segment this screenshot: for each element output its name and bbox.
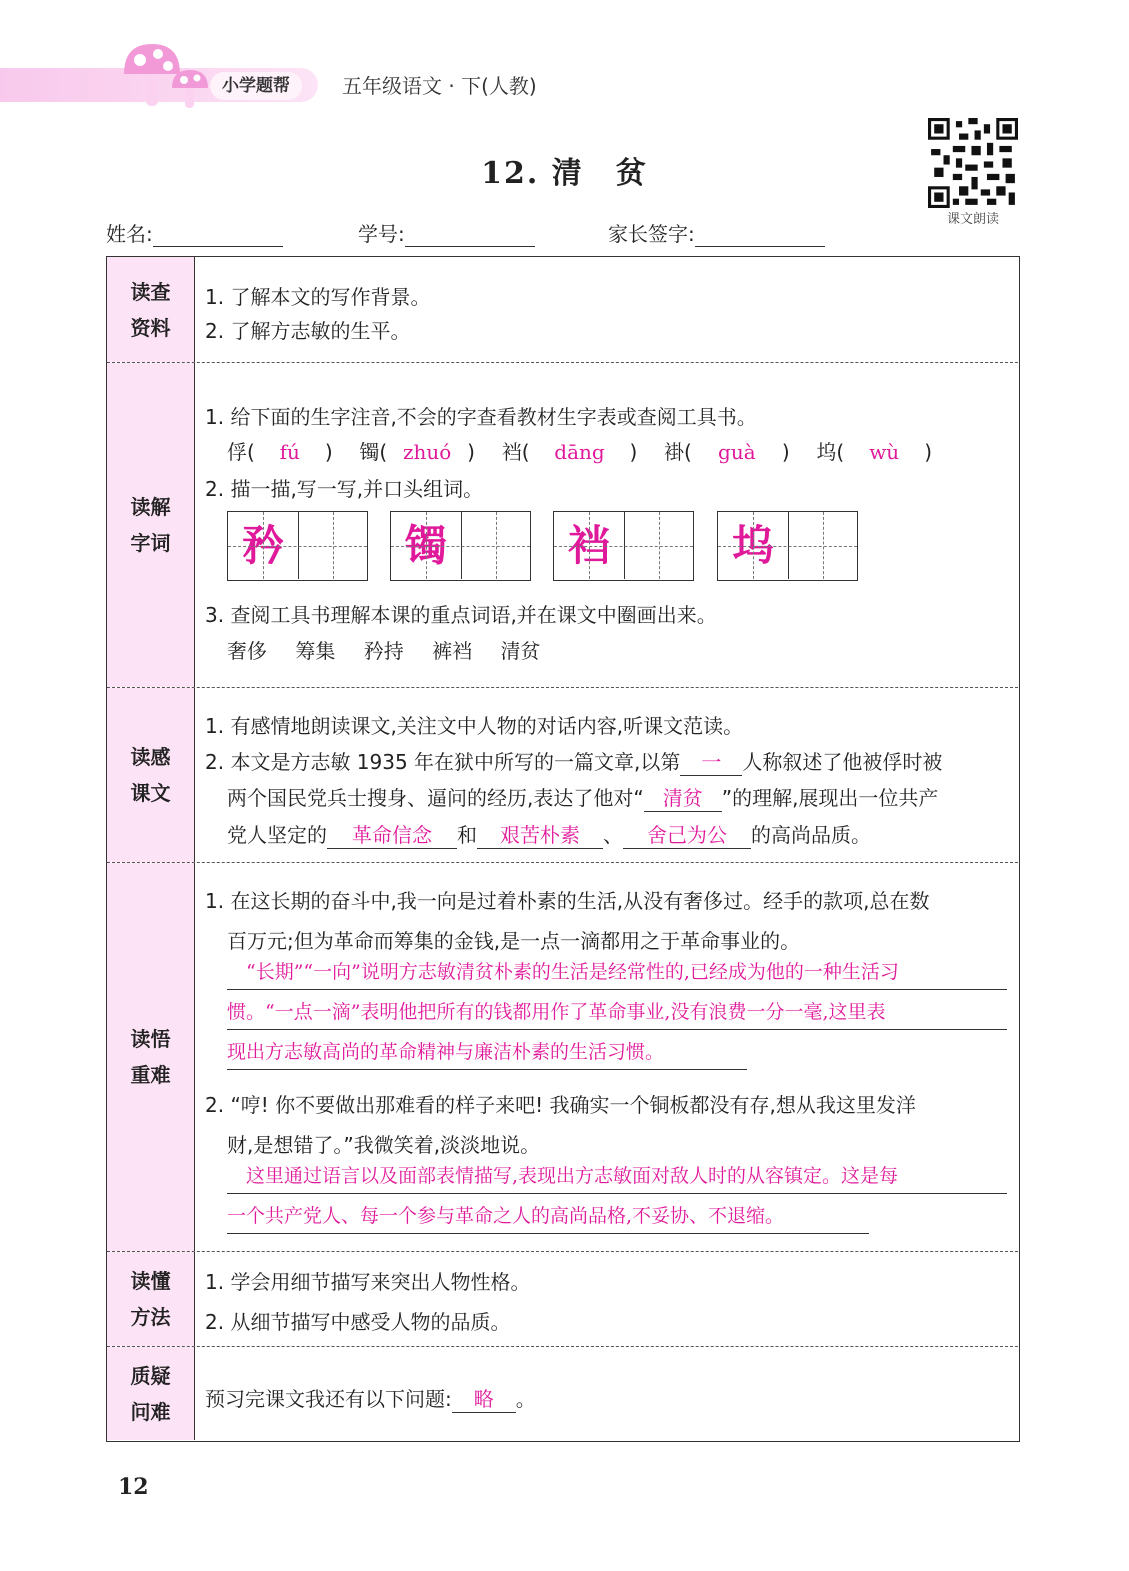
question-text: 1. 给下面的生字注音,不会的字查看教材生字表或查阅工具书。 — [205, 405, 757, 429]
qr-caption: 课文朗读 — [946, 212, 999, 227]
key-word: 裤裆 — [432, 639, 473, 663]
row-label: 字词 — [130, 531, 171, 555]
row-label: 读感 — [130, 745, 171, 769]
tracing-grid[interactable]: 裆 — [553, 511, 694, 581]
pinyin-row: 俘( fú ) 镯( zhuó ) 裆( dāng ) 褂( guà ) 坞( wù ) — [227, 440, 932, 464]
page-number: 12 — [118, 1474, 149, 1500]
fill-blank[interactable]: 革命信念 — [327, 819, 457, 849]
preview-table — [106, 256, 1020, 1442]
row-label: 资料 — [130, 315, 171, 340]
row-label: 问难 — [130, 1399, 171, 1424]
pinyin-answer[interactable]: dāng — [554, 440, 605, 464]
row-label: 重难 — [130, 1063, 171, 1087]
list-item: 2. 从细节描写中感受人物的品质。 — [205, 1310, 511, 1334]
row-label: 课文 — [130, 781, 171, 805]
question-text: 1. 在这长期的奋斗中,我一向是过着朴素的生活,从没有奢侈过。经手的款项,总在数 — [205, 889, 930, 913]
tracing-grid[interactable]: 镯 — [390, 511, 531, 581]
row-label: 读解 — [130, 495, 171, 519]
list-item: 1. 了解本文的写作背景。 — [205, 285, 431, 309]
question-text: 2. “哼! 你不要做出那难看的样子来吧! 我确实一个铜板都没有存,想从我这里发洋 — [205, 1093, 916, 1117]
row-questions — [107, 1347, 1018, 1440]
qr-code-icon[interactable] — [928, 118, 1018, 208]
question-text: 3. 查阅工具书理解本课的重点词语,并在课文中圈画出来。 — [205, 603, 717, 627]
row-label: 质疑 — [130, 1363, 171, 1388]
question-text: 2. 本文是方志敏 1935 年在狱中所写的一篇文章,以第 一 人称叙述了他被俘时被 — [205, 746, 942, 776]
question-text: 两个国民党兵士搜身、逼问的经历,表达了他对“ 清贫 ”的理解,展现出一位共产 — [227, 782, 938, 812]
answer-line[interactable]: 现出方志敏高尚的革命精神与廉洁朴素的生活习惯。 — [227, 1035, 747, 1070]
row-label: 方法 — [130, 1305, 171, 1329]
row-methods — [107, 1252, 1018, 1347]
fill-blank[interactable]: 一 — [680, 746, 742, 776]
key-words — [227, 635, 540, 664]
tracing-grid[interactable]: 坞 — [717, 511, 858, 581]
row-label: 读懂 — [130, 1269, 171, 1293]
row-label: 读查 — [130, 279, 171, 304]
key-word: 奢侈 — [227, 639, 267, 663]
pinyin-answer[interactable]: fú — [279, 440, 300, 464]
parent-signature-field[interactable]: 家长签字: — [608, 218, 825, 247]
pinyin-answer[interactable]: guà — [718, 440, 756, 464]
pinyin-answer[interactable]: zhuó — [402, 440, 452, 464]
row-label: 读悟 — [130, 1027, 171, 1051]
question-text: 2. 描一描,写一写,并口头组词。 — [205, 477, 484, 501]
list-item: 2. 了解方志敏的生平。 — [205, 319, 411, 343]
question-text: 1. 有感情地朗读课文,关注文中人物的对话内容,听课文范读。 — [205, 714, 744, 738]
fill-blank[interactable]: 清贫 — [644, 782, 722, 812]
answer-line[interactable]: 这里通过语言以及面部表情描写,表现出方志敏面对敌人时的从容镇定。这是每 — [227, 1159, 1007, 1194]
row-research — [107, 257, 1018, 363]
row-key-points — [107, 863, 1018, 1252]
answer-line[interactable]: “长期”“一向”说明方志敏清贫朴素的生活是经常性的,已经成为他的一种生活习 — [227, 955, 1007, 990]
row-vocabulary — [107, 363, 1018, 688]
fill-blank[interactable]: 艰苦朴素 — [477, 819, 603, 849]
answer-line[interactable]: 一个共产党人、每一个参与革命之人的高尚品格,不妥协、不退缩。 — [227, 1199, 869, 1234]
question-text: 党人坚定的 革命信念 和 艰苦朴素 、 舍己为公 的高尚品质。 — [227, 819, 871, 849]
key-word: 筹集 — [295, 639, 336, 663]
key-word: 清贫 — [500, 639, 541, 663]
key-word: 矜持 — [363, 639, 404, 663]
fill-blank[interactable]: 略 — [452, 1383, 516, 1413]
brand-label: 小学题帮 — [210, 72, 302, 100]
answer-line[interactable]: 惯。“一点一滴”表明他把所有的钱都用作了革命事业,没有浪费一分一毫,这里表 — [227, 995, 1007, 1030]
lesson-title: 12. 清 贫 — [481, 156, 648, 191]
row-reading — [107, 688, 1018, 863]
book-title: 五年级语文 · 下(人教) — [342, 74, 537, 98]
mushroom-icon — [120, 40, 210, 112]
question-text: 预习完课文我还有以下问题: 略 。 — [205, 1383, 536, 1413]
tracing-grid[interactable]: 矜 — [227, 511, 368, 581]
pinyin-answer[interactable]: wù — [869, 440, 900, 464]
question-text: 百万元;但为革命而筹集的金钱,是一点一滴都用之于革命事业的。 — [227, 929, 801, 953]
question-text: 财,是想错了。”我微笑着,淡淡地说。 — [227, 1133, 541, 1157]
name-field[interactable]: 姓名: — [106, 218, 283, 247]
list-item: 1. 学会用细节描写来突出人物性格。 — [205, 1270, 531, 1294]
fill-blank[interactable]: 舍己为公 — [623, 819, 751, 849]
student-number-field[interactable]: 学号: — [358, 218, 535, 247]
